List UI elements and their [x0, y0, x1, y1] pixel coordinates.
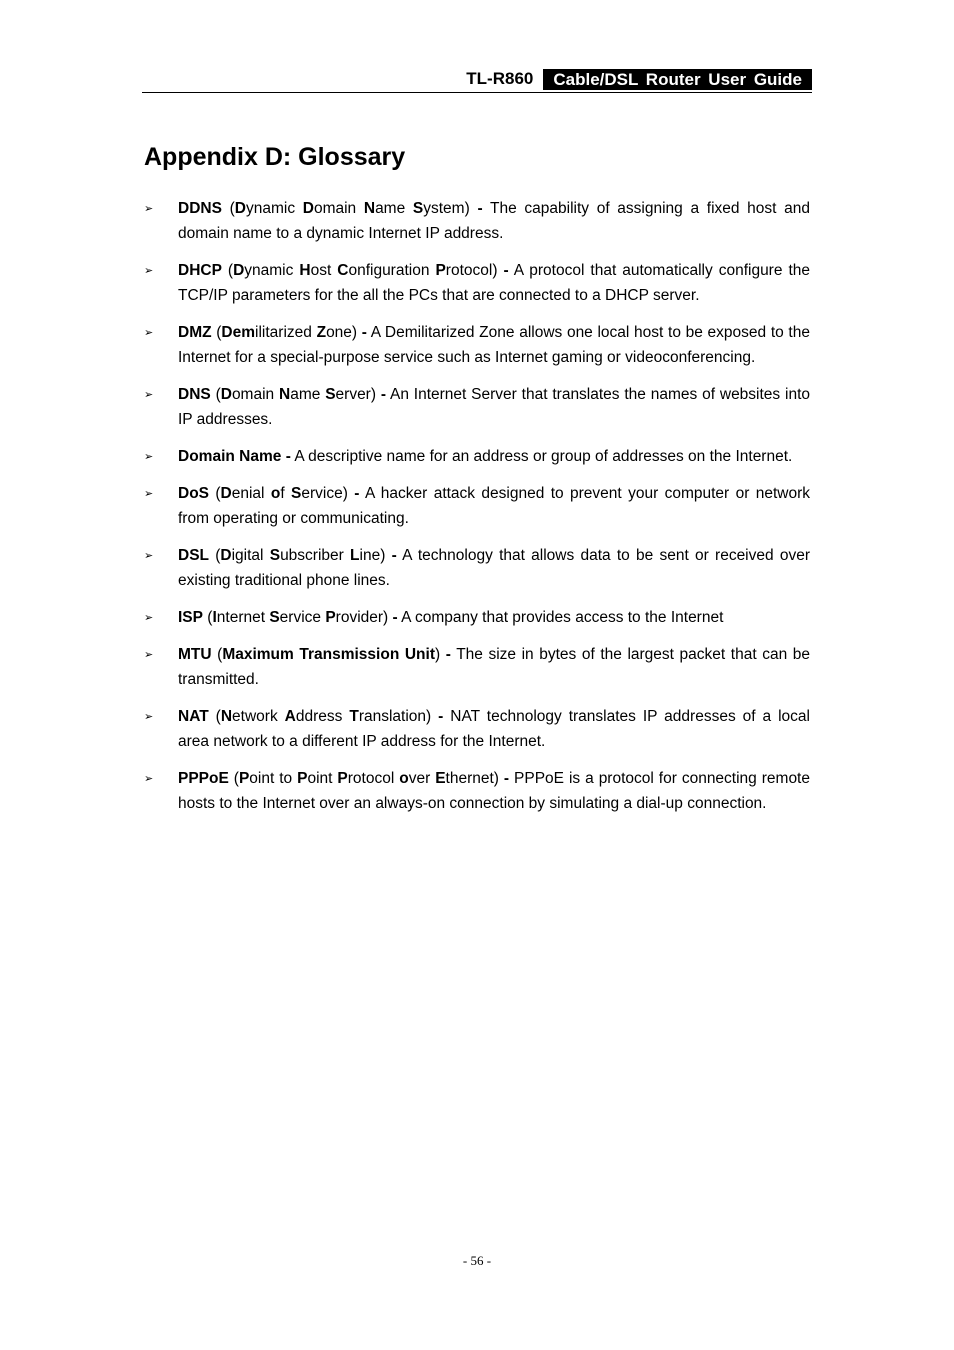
- header-model: TL-R860: [466, 69, 534, 88]
- term-expansion-part: ilitarized: [255, 324, 317, 341]
- term-separator: -: [391, 547, 397, 564]
- glossary-term: DHCP: [178, 262, 222, 279]
- term-separator: -: [354, 485, 360, 502]
- term-expansion-part: (: [209, 547, 221, 564]
- glossary-entry: [144, 543, 810, 593]
- term-expansion-part: E: [435, 770, 446, 787]
- term-expansion-part: N: [363, 200, 376, 217]
- glossary-term: PPPoE: [178, 770, 229, 787]
- term-expansion-part: (: [211, 324, 222, 341]
- term-expansion-part: o: [270, 485, 281, 502]
- glossary-definition: A technology that allows data to be sent or received over existing traditional phone lines.: [178, 547, 811, 589]
- term-separator: -: [438, 708, 444, 725]
- page-header: [142, 68, 812, 93]
- term-expansion-part: S: [291, 485, 302, 502]
- term-expansion-part: D: [233, 262, 245, 279]
- term-expansion-part: (: [209, 485, 221, 502]
- term-expansion-part: ubscriber: [280, 547, 351, 564]
- term-expansion-part: (: [211, 646, 223, 663]
- term-expansion-part: ervice: [279, 609, 326, 626]
- glossary-term: MTU: [178, 646, 212, 663]
- term-expansion-part: C: [337, 262, 349, 279]
- term-expansion-part: omain: [231, 386, 279, 403]
- term-expansion-part: (: [221, 200, 235, 217]
- term-expansion-part: (: [221, 262, 234, 279]
- term-separator: -: [503, 262, 509, 279]
- term-expansion-part: S: [325, 386, 336, 403]
- term-expansion-part: (: [202, 609, 213, 626]
- term-expansion-part: P: [337, 770, 348, 787]
- term-expansion-part: ervice): [301, 485, 355, 502]
- glossary-definition: A company that provides access to the Internet: [401, 609, 724, 626]
- glossary-definition: NAT technology translates IP addresses of a local area network to a different IP address for the Internet.: [178, 708, 810, 750]
- term-expansion-part: Maximum Transmission Unit: [222, 646, 435, 663]
- arrowhead-bullet-icon: ➢: [144, 326, 154, 339]
- term-expansion-part: P: [325, 609, 336, 626]
- glossary-definition: A Demilitarized Zone allows one local host to be exposed to the Internet for a special-purpose service such as Internet gaming or videoconferencing.: [178, 324, 810, 366]
- term-expansion-part: D: [234, 200, 246, 217]
- term-expansion-part: ynamic: [244, 262, 300, 279]
- term-expansion-part: m: [241, 324, 256, 341]
- term-expansion-part: ynamic: [245, 200, 303, 217]
- glossary-definition: The size in bytes of the largest packet that can be transmitted.: [178, 646, 811, 688]
- term-separator: -: [392, 609, 398, 626]
- term-expansion-part: ine): [359, 547, 392, 564]
- term-expansion-part: ): [435, 646, 446, 663]
- glossary-definition: PPPoE is a protocol for connecting remote hosts to the Internet over an always-on connection by simulating a dial-up connection.: [178, 770, 810, 812]
- arrowhead-bullet-icon: ➢: [144, 710, 154, 723]
- glossary-definition: An Internet Server that translates the names of websites into IP addresses.: [178, 386, 810, 428]
- glossary-entry: [144, 382, 810, 432]
- glossary-term: NAT: [178, 708, 209, 725]
- term-expansion-part: S: [412, 200, 424, 217]
- term-expansion-part: A: [284, 708, 296, 725]
- glossary-entry: [144, 444, 810, 469]
- term-expansion-part: rotocol: [347, 770, 400, 787]
- term-expansion-part: f: [280, 485, 292, 502]
- term-expansion-part: Z: [316, 324, 327, 341]
- term-separator: -: [445, 646, 451, 663]
- term-expansion-part: ost: [310, 262, 338, 279]
- term-expansion-part: ranslation): [358, 708, 439, 725]
- term-expansion-part: omain: [313, 200, 364, 217]
- term-expansion-part: oint to: [249, 770, 298, 787]
- term-expansion-part: (: [228, 770, 239, 787]
- term-expansion-part: o: [399, 770, 409, 787]
- term-expansion-part: ystem): [423, 200, 478, 217]
- glossary-term: DDNS: [178, 200, 222, 217]
- term-expansion-part: oint: [307, 770, 338, 787]
- term-expansion-part: enial: [231, 485, 271, 502]
- term-expansion-part: (: [208, 708, 221, 725]
- term-expansion-part: onfiguration: [348, 262, 436, 279]
- term-expansion-part: P: [238, 770, 250, 787]
- term-expansion-part: erver): [335, 386, 381, 403]
- glossary-entry: [144, 196, 810, 246]
- term-separator: -: [503, 770, 510, 787]
- term-expansion-part: ver: [408, 770, 436, 787]
- term-expansion-part: one): [326, 324, 362, 341]
- glossary-entry: [144, 605, 810, 630]
- arrowhead-bullet-icon: ➢: [144, 487, 154, 500]
- term-expansion-part: D: [220, 547, 232, 564]
- term-expansion-part: S: [269, 547, 281, 564]
- term-separator: -: [380, 386, 387, 403]
- term-expansion-part: N: [220, 708, 233, 725]
- term-separator: -: [285, 448, 291, 465]
- glossary-entry: [144, 481, 810, 531]
- term-expansion-part: P: [435, 262, 446, 279]
- glossary-definition: The capability of assigning a fixed host and domain name to a dynamic Internet IP address.: [178, 200, 811, 242]
- glossary-term: DSL: [178, 547, 209, 564]
- term-expansion-part: (: [210, 386, 221, 403]
- term-expansion-part: nternet: [216, 609, 270, 626]
- term-expansion-part: P: [297, 770, 308, 787]
- glossary-term: DoS: [178, 485, 209, 502]
- glossary-list: [144, 196, 810, 828]
- glossary-term: Domain Name: [178, 448, 282, 465]
- term-expansion-part: igital: [231, 547, 270, 564]
- glossary-definition: A protocol that automatically configure the TCP/IP parameters for the all the PCs that are connected to a DHCP server.: [178, 262, 811, 304]
- term-expansion-part: rotocol): [445, 262, 504, 279]
- arrowhead-bullet-icon: ➢: [144, 450, 154, 463]
- term-expansion-part: H: [299, 262, 311, 279]
- page-title: Appendix D: Glossary: [144, 143, 406, 171]
- term-expansion-part: N: [279, 386, 291, 403]
- term-expansion-part: T: [349, 708, 359, 725]
- arrowhead-bullet-icon: ➢: [144, 264, 154, 277]
- arrowhead-bullet-icon: ➢: [144, 202, 154, 215]
- glossary-definition: A descriptive name for an address or group of addresses on the Internet.: [294, 448, 793, 465]
- arrowhead-bullet-icon: ➢: [144, 648, 154, 661]
- glossary-term: DNS: [178, 386, 211, 403]
- term-expansion-part: De: [221, 324, 242, 341]
- term-expansion-part: L: [350, 547, 360, 564]
- glossary-entry: [144, 642, 810, 692]
- arrowhead-bullet-icon: ➢: [144, 611, 154, 624]
- term-expansion-part: thernet): [445, 770, 504, 787]
- glossary-entry: [144, 704, 810, 754]
- glossary-definition: A hacker attack designed to prevent your computer or network from operating or communicating.: [178, 485, 811, 527]
- term-expansion-part: etwork: [232, 708, 285, 725]
- glossary-entry: [144, 766, 810, 816]
- term-separator: -: [477, 200, 483, 217]
- term-expansion-part: S: [269, 609, 280, 626]
- glossary-entry: [144, 258, 810, 308]
- glossary-entry: [144, 320, 810, 370]
- arrowhead-bullet-icon: ➢: [144, 388, 154, 401]
- term-expansion-part: D: [220, 386, 232, 403]
- glossary-term: DMZ: [178, 324, 212, 341]
- term-separator: -: [361, 324, 367, 341]
- term-expansion-part: D: [220, 485, 232, 502]
- page-number: - 56 -: [462, 1253, 492, 1268]
- arrowhead-bullet-icon: ➢: [144, 549, 154, 562]
- term-expansion-part: ame: [375, 200, 413, 217]
- header-guide-title: Cable/DSL Router User Guide: [543, 69, 812, 90]
- term-expansion-part: I: [212, 609, 217, 626]
- glossary-term: ISP: [178, 609, 203, 626]
- arrowhead-bullet-icon: ➢: [144, 772, 154, 785]
- term-expansion-part: ddress: [295, 708, 350, 725]
- term-expansion-part: rovider): [335, 609, 393, 626]
- term-expansion-part: ame: [290, 386, 326, 403]
- term-expansion-part: D: [302, 200, 314, 217]
